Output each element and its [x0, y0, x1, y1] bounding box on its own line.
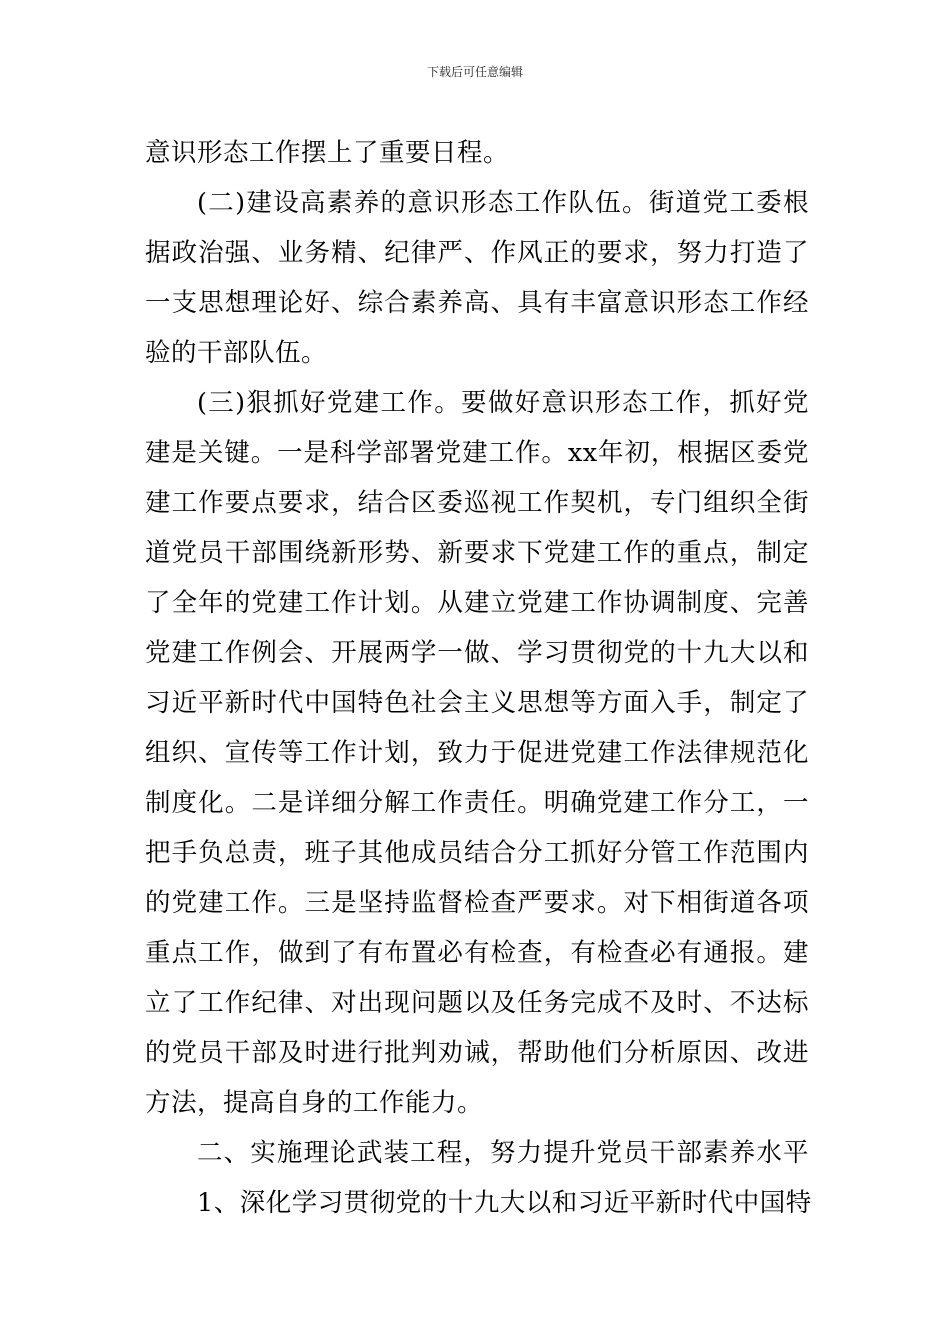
text-line: 立了工作纪律、对出现问题以及任务完成不及时、不达标 [145, 988, 809, 1018]
text-line: 党建工作例会、开展两学一做、学习贯彻党的十九大以和 [145, 638, 809, 668]
text-line: 习近平新时代中国特色社会主义思想等方面入手，制定了 [145, 688, 809, 718]
text-line: 的党建工作。三是坚持监督检查严要求。对下相街道各项 [145, 888, 809, 918]
text-line: 组织、宣传等工作计划，致力于促进党建工作法律规范化 [145, 738, 809, 768]
text-line: (二)建设高素养的意识形态工作队伍。街道党工委根 [197, 188, 809, 218]
text-line: 据政治强、业务精、纪律严、作风正的要求，努力打造了 [145, 238, 809, 268]
text-line: 道党员干部围绕新形势、新要求下党建工作的重点，制定 [145, 538, 809, 568]
text-line: 把手负总责，班子其他成员结合分工抓好分管工作范围内 [145, 838, 809, 868]
text-line: (三)狠抓好党建工作。要做好意识形态工作，抓好党 [197, 388, 809, 418]
document-body [145, 128, 812, 1228]
text-line: 建是关键。一是科学部署党建工作。xx年初，根据区委党 [145, 438, 809, 468]
text-line: 制度化。二是详细分解工作责任。明确党建工作分工，一 [145, 788, 809, 818]
text-line: 了全年的党建工作计划。从建立党建工作协调制度、完善 [145, 588, 809, 618]
text-line: 重点工作，做到了有布置必有检查，有检查必有通报。建 [145, 938, 809, 968]
text-line: 的党员干部及时进行批判劝诫，帮助他们分析原因、改进 [145, 1038, 809, 1068]
text-line: 一支思想理论好、综合素养高、具有丰富意识形态工作经 [145, 288, 809, 318]
text-line: 建工作要点要求，结合区委巡视工作契机，专门组织全街 [145, 488, 809, 518]
section-heading: 二、实施理论武装工程，努力提升党员干部素养水平 [197, 1138, 809, 1168]
text-line: 方法，提高自身的工作能力。 [145, 1088, 484, 1118]
page-header: 下载后可任意编辑 [426, 65, 523, 79]
text-line: 意识形态工作摆上了重要日程。 [145, 138, 510, 168]
text-line: 1、深化学习贯彻党的十九大以和习近平新时代中国特 [197, 1188, 812, 1218]
text-line: 验的干部队伍。 [145, 338, 328, 368]
